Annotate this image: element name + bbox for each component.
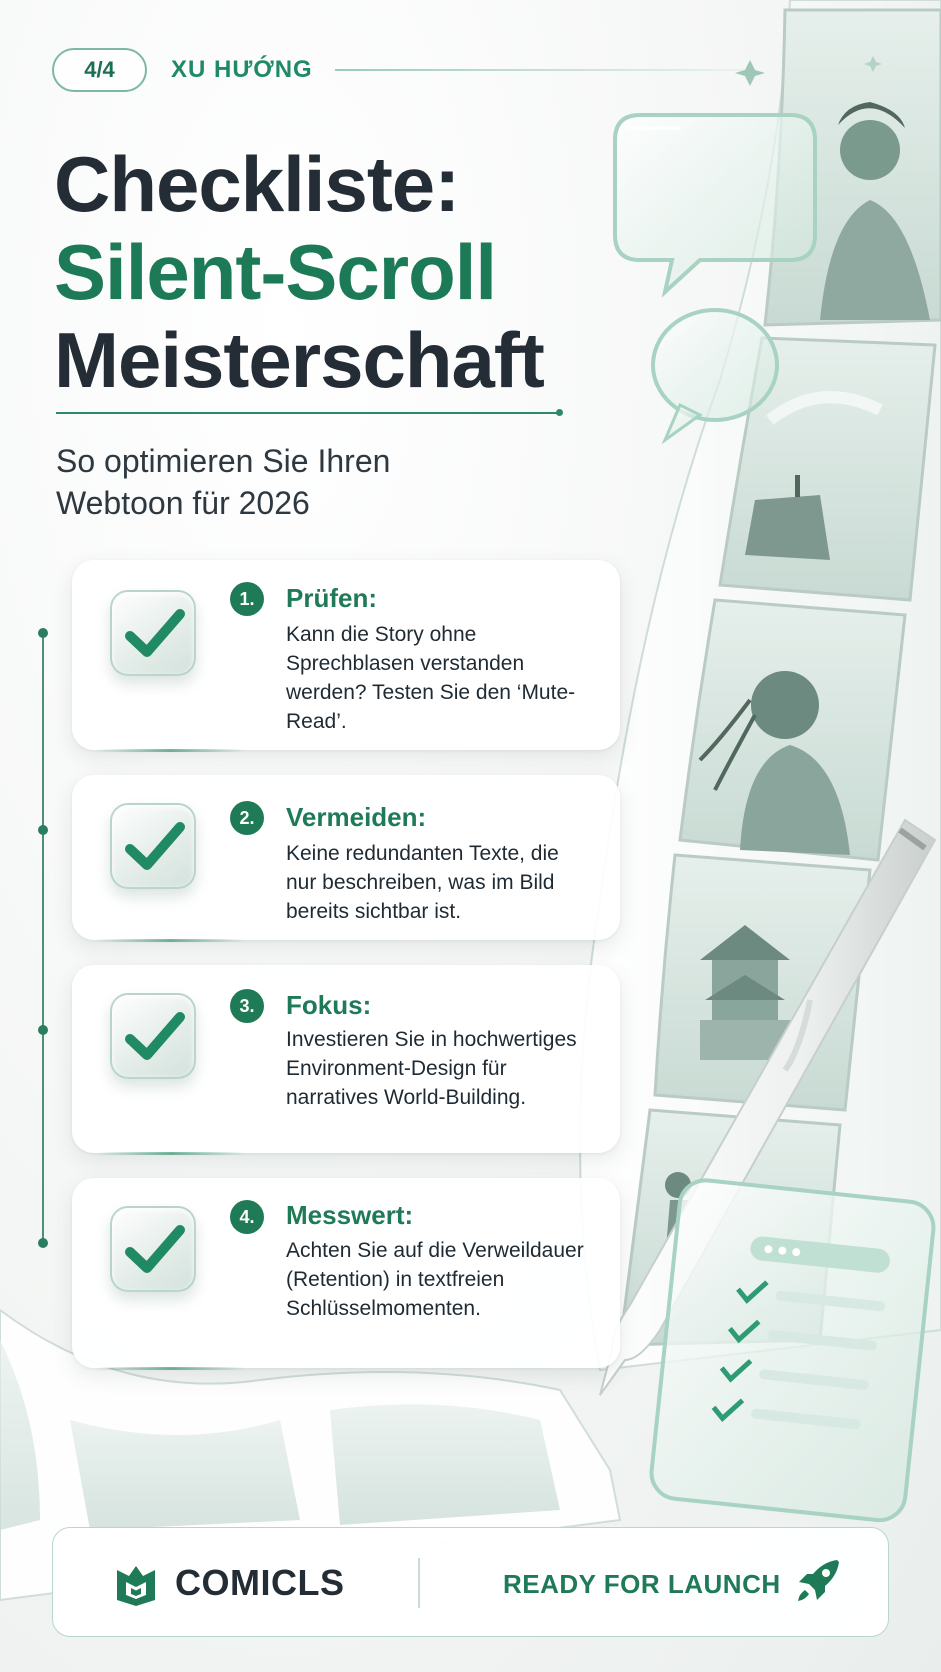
- check-icon: [110, 993, 196, 1079]
- item-number: 4.: [230, 1200, 264, 1234]
- page-indicator: 4/4: [52, 48, 147, 92]
- footer-divider: [418, 1558, 420, 1608]
- title-line-3: Meisterschaft: [54, 316, 544, 404]
- title-line-2: Silent-Scroll: [54, 228, 497, 316]
- brand-name: COMICLS: [175, 1562, 345, 1603]
- checklist-card-4: [72, 1178, 620, 1368]
- glass-phone-checklist-icon: [649, 1178, 936, 1523]
- timeline-dot: [38, 1025, 48, 1035]
- timeline-line: [42, 632, 44, 1244]
- checklist-card-1: [72, 560, 620, 750]
- logo-icon: [113, 1562, 159, 1608]
- timeline-dot: [38, 628, 48, 638]
- rocket-icon: [793, 1556, 843, 1606]
- check-icon: [110, 590, 196, 676]
- item-heading: Fokus:: [286, 990, 372, 1020]
- title-underline: [56, 412, 559, 414]
- item-heading: Vermeiden:: [286, 802, 427, 832]
- item-text: Keine redundanten Texte, die nur beschreiben, was im Bild bereits sichtbar ist.: [286, 842, 559, 923]
- item-number: 3.: [230, 989, 264, 1023]
- launch-cta: READY FOR LAUNCH: [503, 1569, 781, 1599]
- item-number: 2.: [230, 801, 264, 835]
- category-label: XU HƯỚNG: [171, 56, 313, 83]
- check-icon: [110, 1206, 196, 1292]
- timeline-dot: [38, 1238, 48, 1248]
- subtitle: So optimieren Sie Ihren Webtoon für 2026: [56, 443, 391, 521]
- comic-panel-girl: [680, 600, 905, 860]
- checklist-card-3: [72, 965, 620, 1153]
- timeline-dot: [38, 825, 48, 835]
- header-row: [52, 47, 752, 93]
- item-text: Kann die Story ohne Sprechblasen verstanden werden? Testen Sie den ‘Mute-Read’.: [286, 623, 576, 733]
- header-divider: [335, 69, 752, 71]
- item-text: Investieren Sie in hochwertiges Environment-Design für narratives World-Building.: [286, 1028, 577, 1109]
- page-title: [54, 140, 654, 404]
- checklist-card-2: [72, 775, 620, 940]
- title-line-1: Checkliste:: [54, 140, 460, 228]
- item-number: 1.: [230, 582, 264, 616]
- footer-bar: [52, 1527, 889, 1637]
- item-heading: Prüfen:: [286, 583, 377, 613]
- item-heading: Messwert:: [286, 1200, 414, 1230]
- item-text: Achten Sie auf die Verweildauer (Retention) in textfreien Schlüsselmomenten.: [286, 1239, 584, 1320]
- check-icon: [110, 803, 196, 889]
